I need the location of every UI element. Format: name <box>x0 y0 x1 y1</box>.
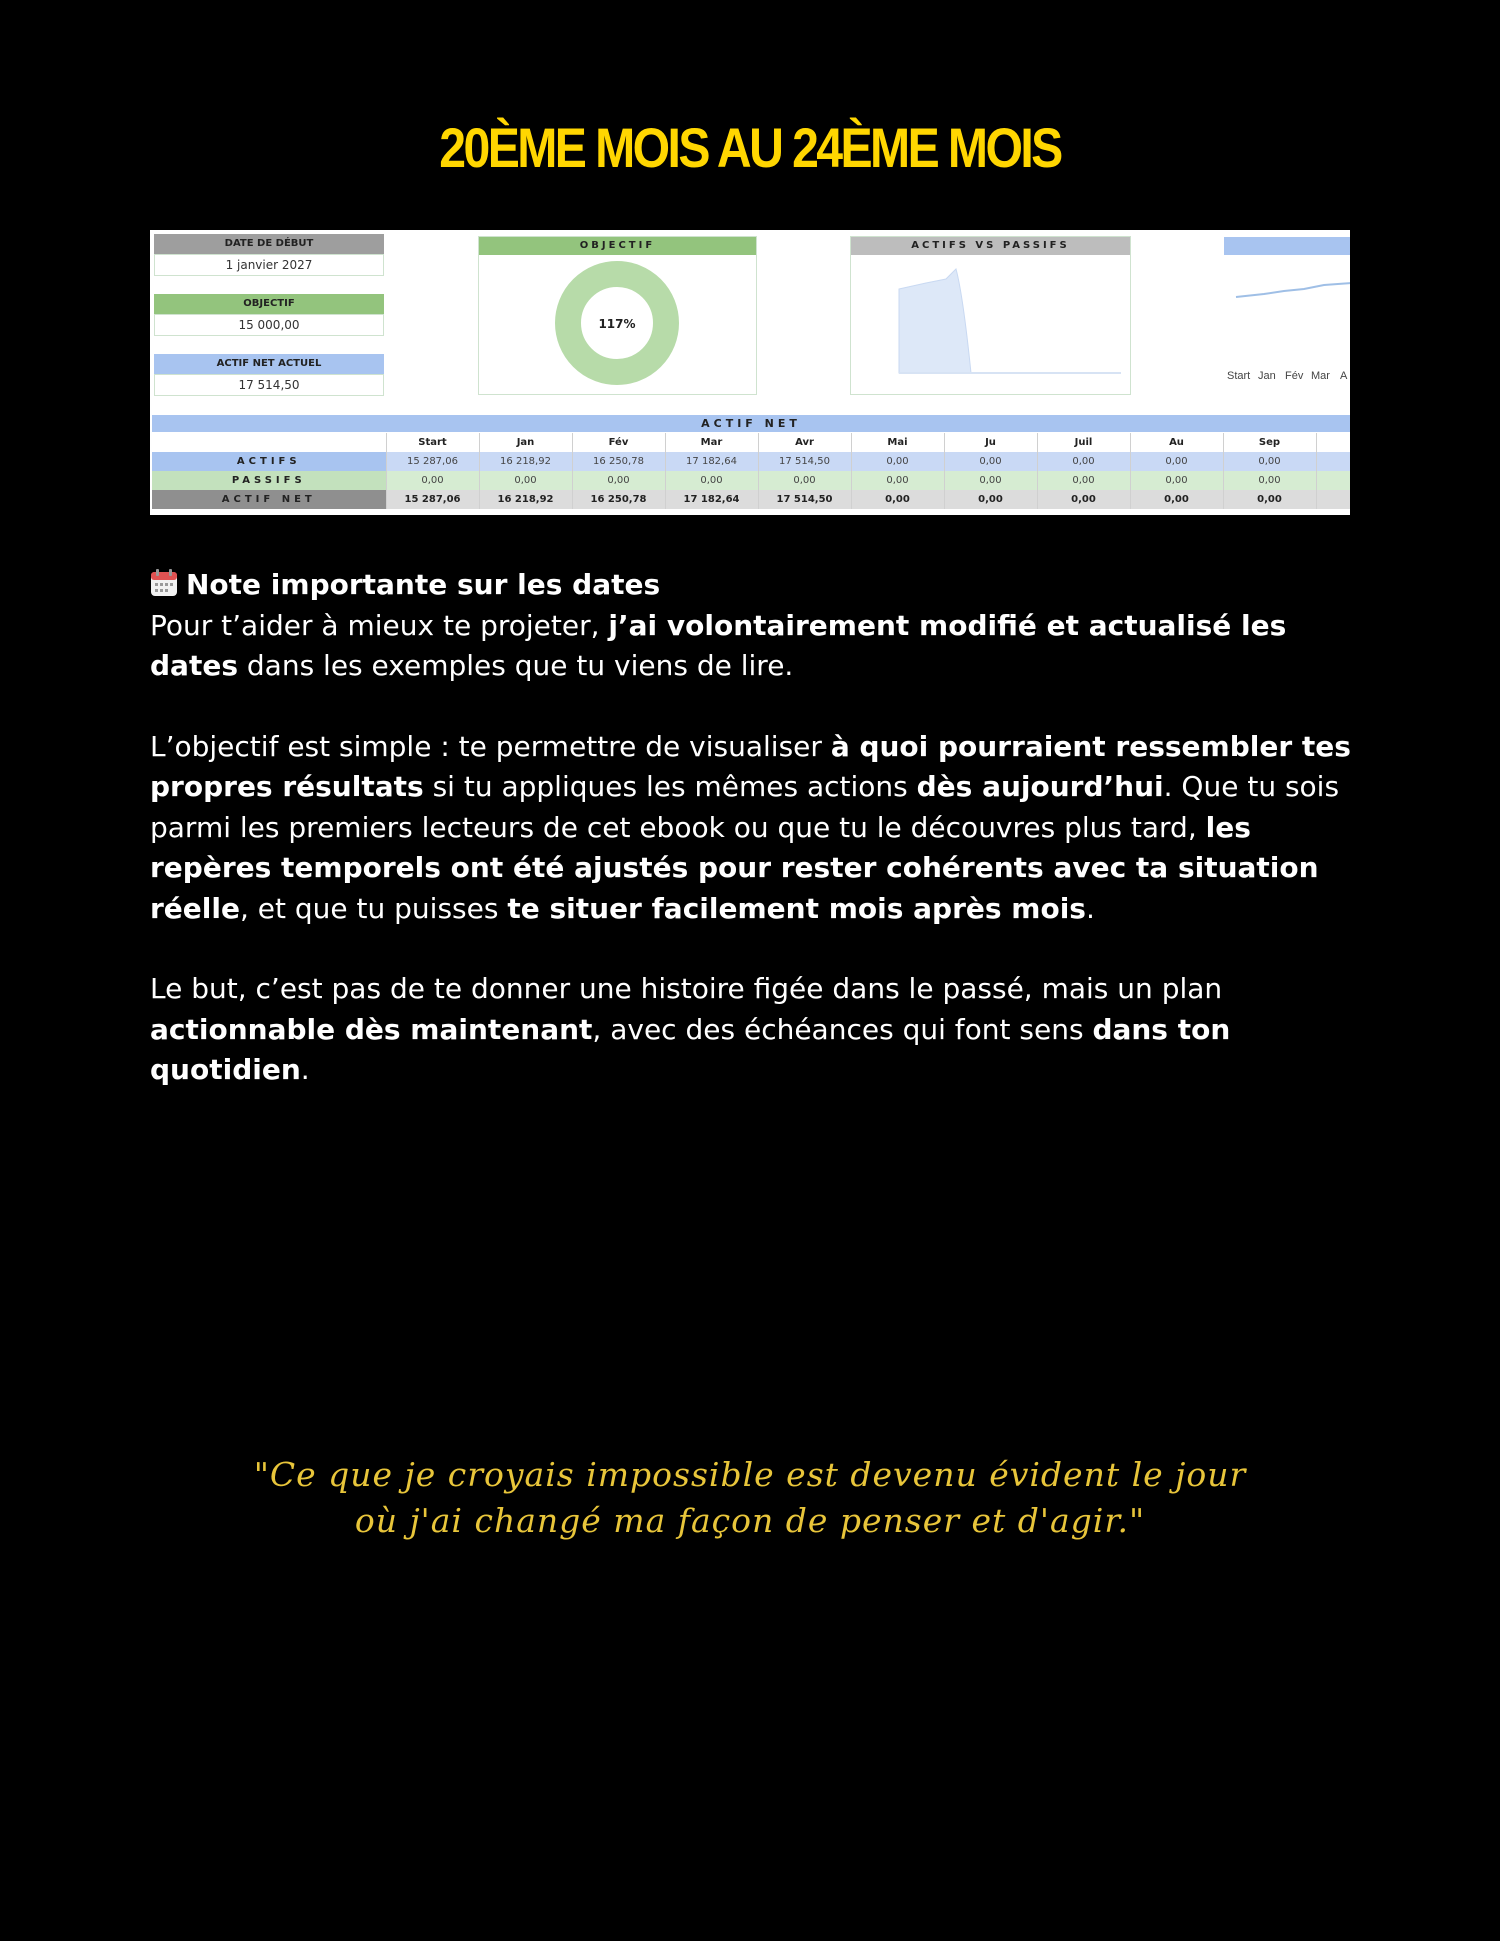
note-title: Note importante sur les dates <box>186 568 661 601</box>
text-run: Le but, c’est pas de te donner une histoire figée dans le passé, mais un plan <box>150 972 1223 1005</box>
table-row-actifs <box>152 452 1350 471</box>
table-cell: 0,00 <box>851 490 944 509</box>
donut-percent-label: 117% <box>598 317 636 331</box>
start-date-block <box>154 234 384 276</box>
table-cell: 0,00 <box>1130 471 1223 490</box>
text-run: , avec des échéances qui font sens <box>592 1012 1093 1046</box>
col-header: Au <box>1130 433 1223 452</box>
note-paragraph-3 <box>150 969 1370 1091</box>
col-header: Start <box>386 433 479 452</box>
table-cell: 0,00 <box>665 471 758 490</box>
col-header: Ju <box>944 433 1037 452</box>
current-net-label: ACTIF NET ACTUEL <box>154 354 384 374</box>
table-cell: 17 514,50 <box>758 490 851 509</box>
donut-chart <box>479 255 756 393</box>
start-date-value: 1 janvier 2027 <box>154 254 384 276</box>
col-header-empty <box>1316 433 1350 452</box>
col-header: Sep <box>1223 433 1316 452</box>
table-cell: 0,00 <box>1223 452 1316 471</box>
table-cell: 0,00 <box>1130 452 1223 471</box>
table-cell: 0,00 <box>1037 471 1130 490</box>
table-cell: 0,00 <box>1037 490 1130 509</box>
table-cell: 16 218,92 <box>479 490 572 509</box>
table-cell: 17 182,64 <box>665 490 758 509</box>
note-paragraph-2 <box>150 727 1370 930</box>
table-cell-empty <box>1316 490 1350 509</box>
line-series <box>1236 283 1350 297</box>
area-fill <box>899 269 971 373</box>
table-cell: 17 182,64 <box>665 452 758 471</box>
col-header: Mai <box>851 433 944 452</box>
table-cell: 0,00 <box>572 471 665 490</box>
table-row-passifs <box>152 471 1350 490</box>
bold-run: j’ai volontairement modifié et actualisé les dates <box>150 608 1287 682</box>
table-cell: 0,00 <box>758 471 851 490</box>
row-label: ACTIFS <box>152 452 386 471</box>
col-header: Jan <box>479 433 572 452</box>
row-label: PASSIFS <box>152 471 386 490</box>
text-run: . Que tu sois parmi les premiers lecteurs de cet ebook ou que tu le découvres plus tard, <box>150 770 1340 844</box>
table-cell: 0,00 <box>386 471 479 490</box>
net-worth-table <box>152 433 1350 509</box>
line-axis-2: Fév <box>1285 370 1304 382</box>
table-cell-empty <box>1316 452 1350 471</box>
text-run: L’objectif est simple : te permettre de visualiser <box>150 729 831 763</box>
current-net-value: 17 514,50 <box>154 374 384 396</box>
table-cell: 16 250,78 <box>572 452 665 471</box>
objective-donut-panel <box>478 236 757 395</box>
text-run: . <box>1085 891 1095 925</box>
table-cell-empty <box>1316 471 1350 490</box>
quote-line-1: "Ce que je croyais impossible est devenu évident le jour <box>253 1455 1247 1494</box>
col-header: Avr <box>758 433 851 452</box>
page-title: 20ÈME MOIS AU 24ÈME MOIS <box>439 116 1061 179</box>
bold-run: dans ton quotidien <box>150 1012 1231 1086</box>
current-net-block <box>154 354 384 396</box>
table-cell: 0,00 <box>1130 490 1223 509</box>
net-worth-band: ACTIF NET <box>152 415 1350 432</box>
bold-run: dès aujourd’hui <box>916 770 1164 803</box>
closing-quote <box>0 1452 1500 1544</box>
table-cell: 0,00 <box>944 452 1037 471</box>
table-cell: 0,00 <box>851 452 944 471</box>
line-axis-0: Start <box>1227 370 1251 382</box>
line-axis-1: Jan <box>1258 370 1276 382</box>
text-run: , et que tu puisses <box>239 891 508 925</box>
table-corner <box>152 433 386 452</box>
text-run: si tu appliques les mêmes actions <box>423 770 917 803</box>
area-panel-title: ACTIFS VS PASSIFS <box>851 237 1130 255</box>
objective-value: 15 000,00 <box>154 314 384 336</box>
calendar-icon <box>150 568 178 596</box>
note-paragraph-1 <box>150 565 1370 687</box>
table-cell: 0,00 <box>851 471 944 490</box>
start-date-label: DATE DE DÉBUT <box>154 234 384 254</box>
text-run: Pour t’aider à mieux te projeter, <box>150 608 609 642</box>
col-header: Juil <box>1037 433 1130 452</box>
line-axis-3: Mar <box>1311 370 1330 382</box>
bold-run: te situer facilement mois après mois <box>507 891 1086 925</box>
donut-panel-title: OBJECTIF <box>479 237 756 255</box>
quote-line-2: où j'ai changé ma façon de penser et d'agir." <box>354 1501 1146 1540</box>
spreadsheet-screenshot <box>150 230 1350 515</box>
table-cell: 17 514,50 <box>758 452 851 471</box>
table-cell: 0,00 <box>1223 490 1316 509</box>
objective-block <box>154 294 384 336</box>
text-run: dans les exemples que tu viens de lire. <box>237 649 794 682</box>
table-cell: 15 287,06 <box>386 452 479 471</box>
table-cell: 0,00 <box>944 490 1037 509</box>
table-cell: 0,00 <box>944 471 1037 490</box>
table-cell: 0,00 <box>1223 471 1316 490</box>
table-cell: 15 287,06 <box>386 490 479 509</box>
line-panel-header <box>1224 237 1350 255</box>
table-cell: 0,00 <box>1037 452 1130 471</box>
area-chart <box>851 255 1130 393</box>
line-axis-4: A <box>1340 370 1348 382</box>
line-chart <box>1224 255 1350 393</box>
assets-vs-liabilities-panel <box>850 236 1131 395</box>
bold-run: à quoi pourraient ressembler tes propres résultats <box>150 729 1351 803</box>
table-header-row <box>152 433 1350 452</box>
table-cell: 16 218,92 <box>479 452 572 471</box>
table-cell: 0,00 <box>479 471 572 490</box>
objective-label: OBJECTIF <box>154 294 384 314</box>
table-row-actif-net <box>152 490 1350 509</box>
row-label: ACTIF NET <box>152 490 386 509</box>
col-header: Mar <box>665 433 758 452</box>
note-section <box>150 565 1370 1131</box>
bold-run: actionnable dès maintenant <box>150 1012 593 1046</box>
text-run: . <box>300 1053 310 1086</box>
net-worth-line-panel <box>1223 236 1350 395</box>
bold-run: les repères temporels ont été ajustés pour rester cohérents avec ta situation réelle <box>150 810 1319 925</box>
col-header: Fév <box>572 433 665 452</box>
table-cell: 16 250,78 <box>572 490 665 509</box>
